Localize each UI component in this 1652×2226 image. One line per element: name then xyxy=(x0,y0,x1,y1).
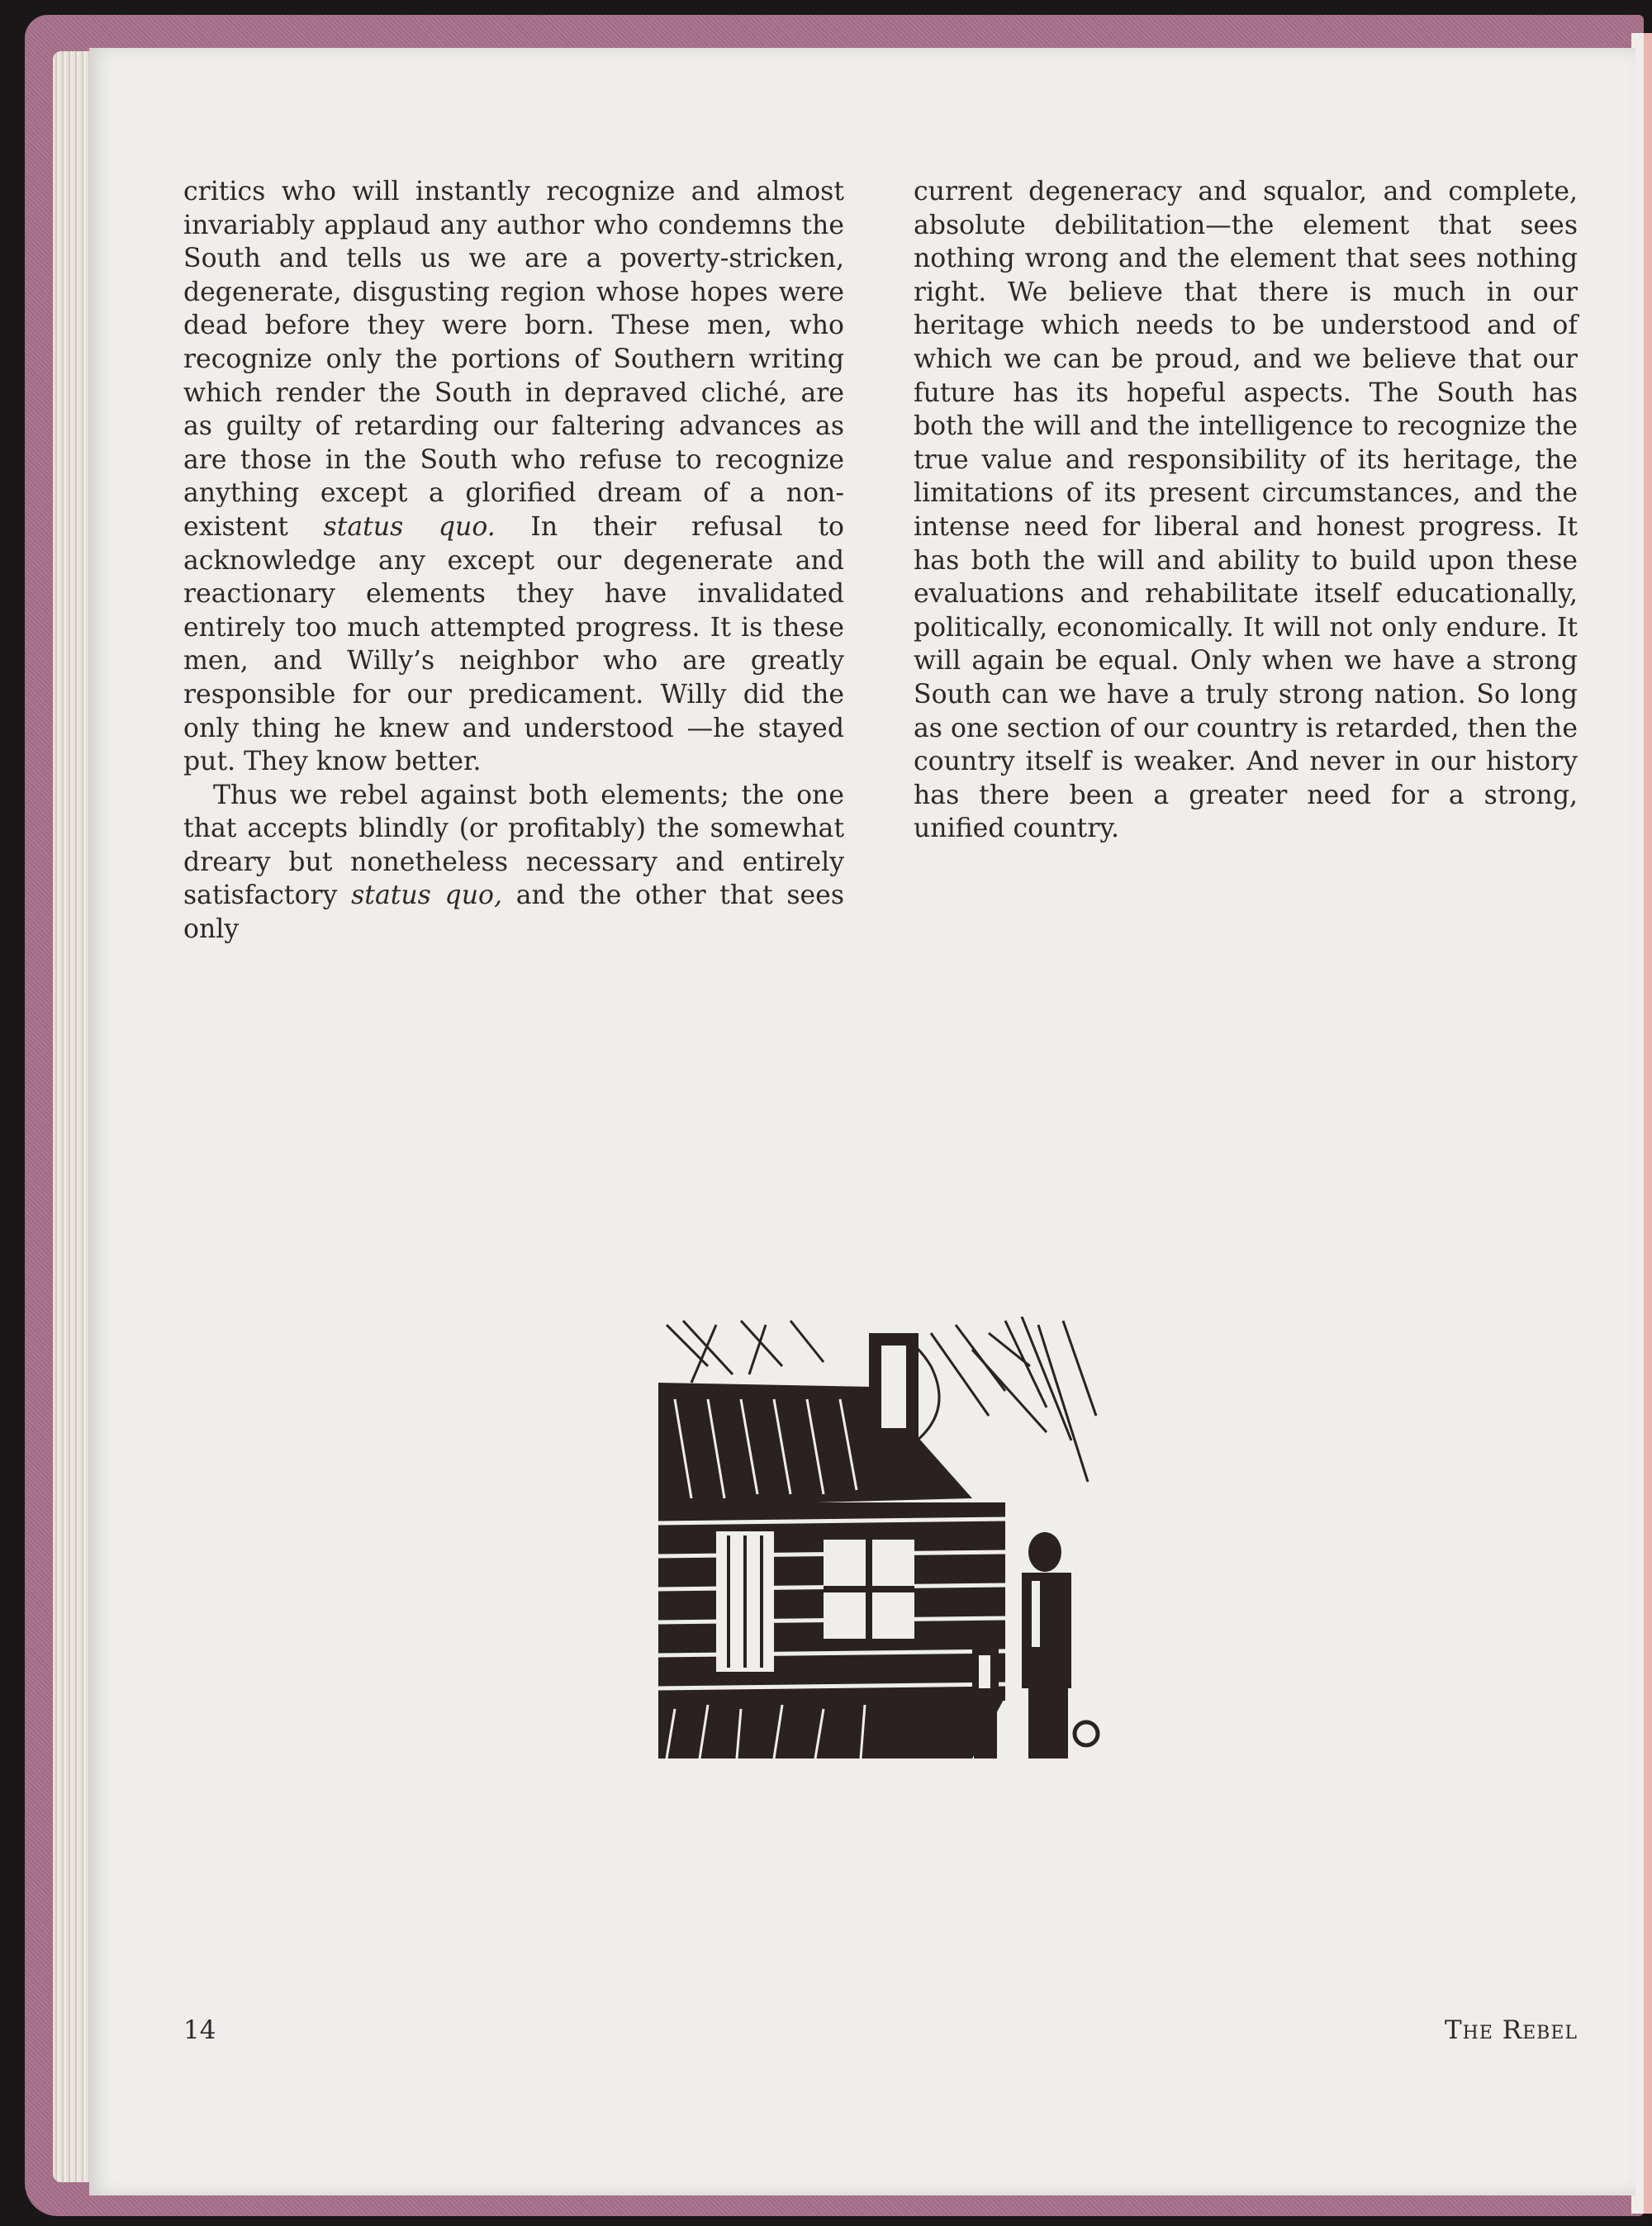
paragraph xyxy=(183,779,844,947)
text-run: critics who will instantly recognize and almost invariably applaud any author who condemns the South and tells us we are a poverty-stricken, degenerate, disgusting region whose hopes were dead before they were born. These men, who recognize only the portions of Southern writing which render the South in depraved cliché, are as guilty of retarding our faltering advances as are those in the South who refuse to recognize anything except a glorified dream of a non-existent xyxy=(183,177,844,542)
woodcut-illustration xyxy=(658,1317,1106,1758)
page-number: 14 xyxy=(183,2015,216,2045)
italic-text: status quo. xyxy=(323,511,496,542)
italic-text: status quo, xyxy=(351,880,502,911)
text-run: and the other that sees only xyxy=(183,880,844,945)
running-footer-title: The Rebel xyxy=(1444,2015,1578,2045)
left-text-column xyxy=(183,175,844,947)
text-run: In their refusal to acknowledge any except our degenerate and reactionary elements they have invalidated entirely too much attempted progress. It is these men, and Willy’s neighbor who are greatly responsible for our predicament. Willy did the only thing he knew and understood —he stayed put. They know better. xyxy=(183,511,844,777)
paragraph xyxy=(183,175,844,779)
text-run: Thus we rebel against both elements; the one that accepts blindly (or profitably) the somewhat dreary but nonetheless necessary and entirely satisfactory xyxy=(183,780,844,911)
paragraph: current degeneracy and squalor, and complete, absolute debilitation—the element that sees nothing wrong and the element that sees nothing right. We believe that there is much in our heritage which needs to be understood and of which we can be proud, and we believe that our future has its hopeful aspects. The South has both the will and the intelligence to recognize the true value and responsibility of its heritage, the limitations of its present circumstances, and the intense need for liberal and honest progress. It has both the will and ability to build upon these evaluations and rehabilitate itself educationally, politically, economically. It will not only endure. It will again be equal. Only when we have a strong South can we have a truly strong nation. So long as one section of our country is retarded, then the country itself is weaker. And never in our history has there been a greater need for a strong, unified country. xyxy=(914,177,1578,844)
right-text-column xyxy=(914,175,1578,846)
